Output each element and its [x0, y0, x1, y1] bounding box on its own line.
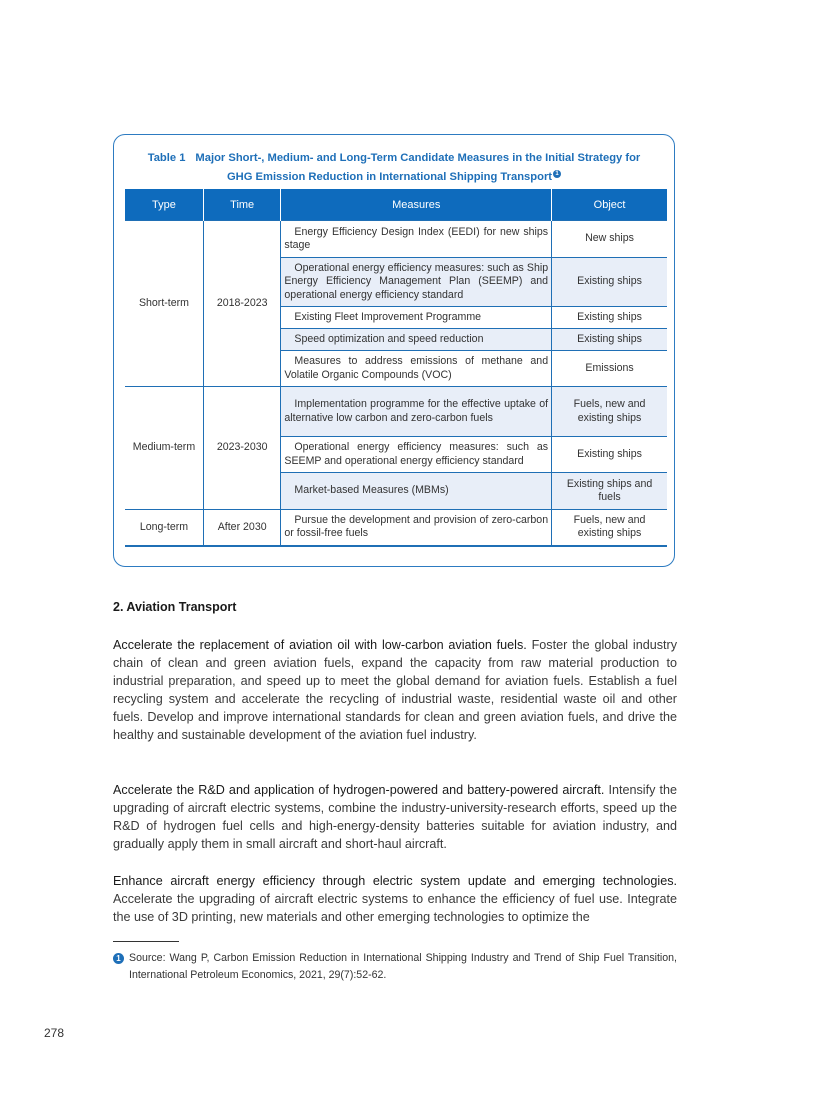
page-number: 278	[44, 1026, 65, 1040]
paragraph	[113, 872, 677, 926]
cell-object: Existing ships	[552, 307, 667, 329]
cell-measure: Pursue the development and provision of zero-carbon or fossil-free fuels	[281, 510, 552, 546]
column-header-type: Type	[125, 189, 203, 221]
paragraph-body: Accelerate the upgrading of aircraft electric systems to enhance the efficiency of fuel use. Integrate the use of 3D printing, new materials and other emerging technologies to optimize the	[113, 892, 677, 924]
cell-time: 2023-2030	[203, 387, 280, 510]
table-header-row	[125, 189, 667, 221]
cell-type: Medium-term	[125, 387, 203, 510]
cell-type: Short-term	[125, 221, 203, 387]
cell-measure: Speed optimization and speed reduction	[281, 329, 552, 351]
cell-object: Fuels, new and existing ships	[552, 387, 667, 437]
section-heading: 2. Aviation Transport	[113, 600, 237, 614]
cell-measure: Existing Fleet Improvement Programme	[281, 307, 552, 329]
cell-measure: Energy Efficiency Design Index (EEDI) for new ships stage	[281, 221, 552, 258]
cell-object: Fuels, new and existing ships	[552, 510, 667, 546]
cell-object: Existing ships	[552, 258, 667, 307]
cell-measure: Market-based Measures (MBMs)	[281, 473, 552, 510]
cell-measure: Operational energy efficiency measures: such as Ship Energy Efficiency Management Plan (SEEMP) and operational energy efficiency standard	[281, 258, 552, 307]
footnote-text: Source: Wang P, Carbon Emission Reduction in International Shipping Industry and Trend of Ship Fuel Transition, International Petroleum Economics, 2021, 29(7):52-62.	[129, 952, 677, 981]
paragraph-body: Foster the global industry chain of clean and green aviation fuels, expand the capacity from raw material production to industrial preparation, and speed up to meet the global demand for aviation fuels. Establish a fuel recycling system and accelerate the recycling of industrial waste, residential waste oil and other fuels. Develop and improve international standards for clean and green aviation fuels, and drive the healthy and sustainable development of the aviation fuel industry.	[113, 638, 677, 742]
column-header-object: Object	[552, 189, 667, 221]
paragraph-lead: Accelerate the replacement of aviation oil with low-carbon aviation fuels.	[113, 638, 527, 652]
cell-type: Long-term	[125, 510, 203, 546]
cell-measure: Operational energy efficiency measures: such as SEEMP and operational energy efficiency standard	[281, 437, 552, 473]
table-caption	[114, 149, 674, 187]
cell-object: Existing ships and fuels	[552, 473, 667, 510]
cell-object: Existing ships	[552, 437, 667, 473]
cell-measure: Implementation programme for the effective uptake of alternative low carbon and zero-carbon fuels	[281, 387, 552, 437]
table-title-line-1: Major Short-, Medium- and Long-Term Candidate Measures in the Initial Strategy for	[195, 152, 641, 164]
table-caption-line-1	[114, 149, 674, 168]
cell-object: Existing ships	[552, 329, 667, 351]
table-caption-line-2	[114, 168, 674, 187]
cell-time: After 2030	[203, 510, 280, 546]
cell-time: 2018-2023	[203, 221, 280, 387]
table-number: Table 1	[147, 152, 186, 164]
paragraph	[113, 781, 677, 853]
table-title-line-2: GHG Emission Reduction in International Shipping Transport	[226, 171, 553, 183]
table-row	[125, 510, 667, 546]
paragraph-body: Intensify the upgrading of aircraft electric systems, combine the industry-university-research efforts, speed up the R&D of hydrogen fuel cells and high-energy-density batteries suitable for aviation industry, and gradually apply them in small aircraft and short-haul aircraft.	[113, 783, 678, 851]
cell-object: Emissions	[552, 351, 667, 387]
cell-measure: Measures to address emissions of methane and Volatile Organic Compounds (VOC)	[281, 351, 552, 387]
paragraph-lead: Accelerate the R&D and application of hydrogen-powered and battery-powered aircraft.	[113, 783, 605, 797]
column-header-measures: Measures	[281, 189, 552, 221]
table-row	[125, 221, 667, 258]
footnote-reference-icon[interactable]: 1	[553, 170, 561, 178]
footnote	[113, 950, 677, 984]
table-row	[125, 387, 667, 437]
cell-object: New ships	[552, 221, 667, 258]
paragraph	[113, 636, 677, 744]
footnote-number-icon: 1	[113, 953, 124, 964]
paragraph-lead: Enhance aircraft energy efficiency through electric system update and emerging technologies.	[113, 874, 677, 888]
table-container	[113, 134, 675, 567]
measures-table	[125, 189, 667, 547]
column-header-time: Time	[203, 189, 280, 221]
footnote-divider	[113, 941, 179, 942]
